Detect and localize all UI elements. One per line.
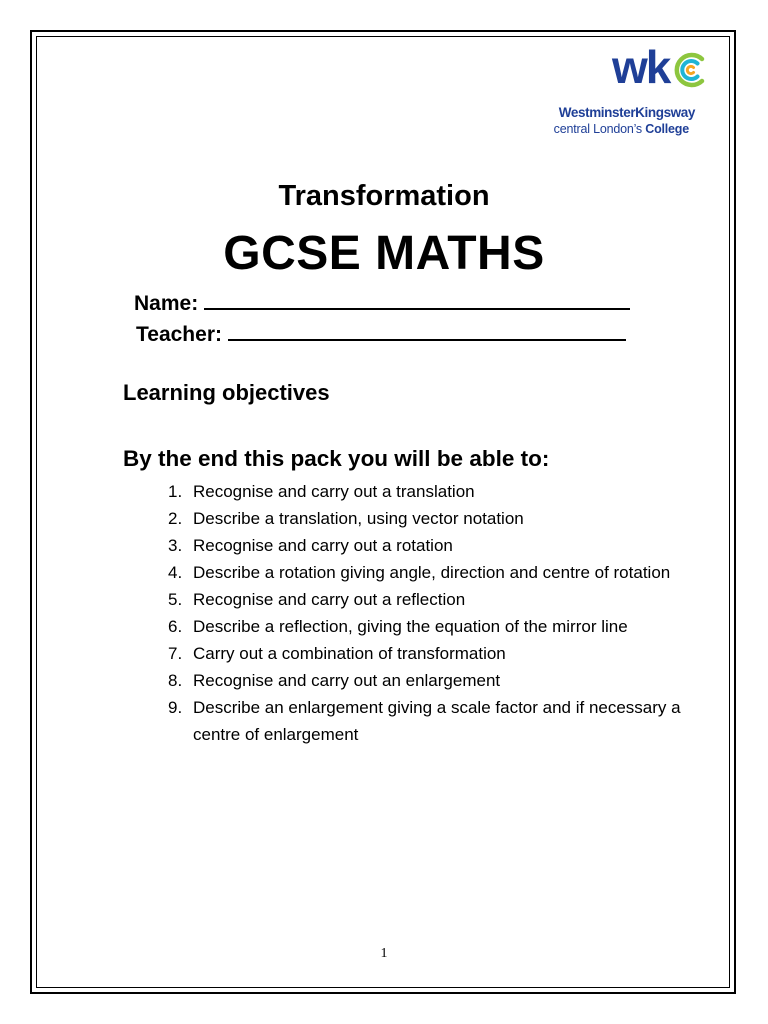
list-item (160, 559, 700, 586)
list-item-number: 1. (168, 482, 183, 501)
teacher-label: Teacher: (136, 323, 222, 346)
logo-mark (612, 41, 712, 96)
logo-wk-text: wk (612, 41, 670, 93)
list-item (160, 505, 700, 532)
list-item (160, 640, 700, 667)
list-item-number: 2. (168, 509, 183, 528)
list-item (160, 694, 700, 748)
list-item-number: 3. (168, 536, 183, 555)
logo-tagline (554, 122, 689, 136)
document-subtitle: Transformation (278, 180, 490, 212)
list-item-number: 4. (168, 563, 183, 582)
list-item-text: Describe a reflection, giving the equation of the mirror line (193, 617, 628, 636)
list-item (160, 532, 700, 559)
name-field (134, 292, 630, 316)
list-item-text: Recognise and carry out a rotation (193, 536, 453, 555)
college-logo (520, 41, 695, 137)
teacher-blank-line (228, 338, 626, 341)
list-item-number: 7. (168, 644, 183, 663)
list-item-number: 5. (168, 590, 183, 609)
list-item (160, 667, 700, 694)
objectives-list (160, 478, 700, 748)
name-label: Name: (134, 292, 199, 315)
logo-tagline-bold: College (645, 122, 689, 136)
list-item (160, 613, 700, 640)
list-item-text: Recognise and carry out a reflection (193, 590, 466, 609)
list-item-text: Recognise and carry out a translation (193, 482, 475, 501)
list-item (160, 478, 700, 505)
section-heading: Learning objectives (123, 380, 330, 405)
logo-tagline-plain: central London’s (553, 122, 646, 136)
list-item-number: 8. (168, 671, 183, 690)
name-blank-line (204, 307, 630, 310)
page-number: 1 (380, 946, 388, 961)
list-item-number: 9. (168, 698, 183, 717)
list-item-text: Describe a translation, using vector notation (193, 509, 524, 528)
section-intro: By the end this pack you will be able to: (123, 446, 550, 471)
document-title: GCSE MATHS (223, 227, 545, 280)
list-item-text: Describe an enlargement giving a scale factor and if necessary a centre of enlargement (193, 698, 681, 744)
logo-college-name: WestminsterKingsway (558, 105, 695, 120)
list-item (160, 586, 700, 613)
list-item-text: Describe a rotation giving angle, direction and centre of rotation (193, 563, 671, 582)
logo-c-rings-icon (672, 52, 708, 88)
teacher-field (136, 323, 626, 347)
list-item-number: 6. (168, 617, 183, 636)
list-item-text: Carry out a combination of transformation (193, 644, 506, 663)
list-item-text: Recognise and carry out an enlargement (193, 671, 501, 690)
